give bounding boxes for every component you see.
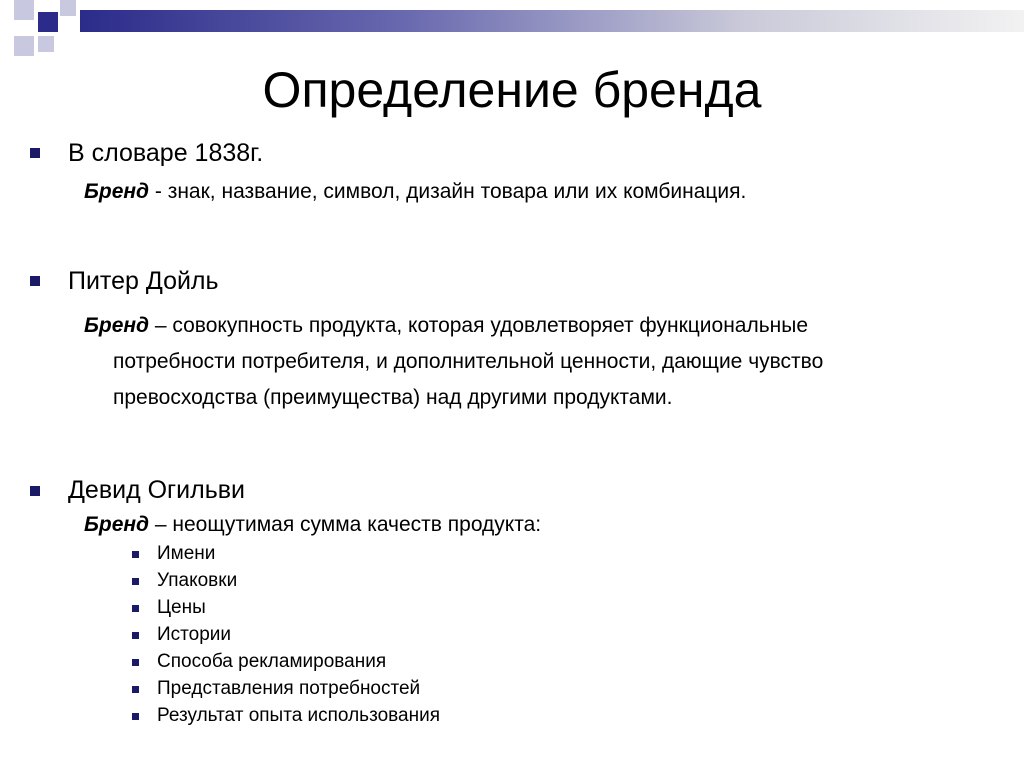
definition-term: Бренд: [84, 314, 150, 337]
sub-bullet: [132, 713, 139, 720]
bullet-square: [30, 486, 40, 496]
definition-line: потребности потребителя, и дополнительной ценности, дающие чувство: [113, 350, 824, 373]
deco-square: [14, 36, 34, 56]
definition-text: – неощутимая сумма качеств продукта:: [149, 513, 542, 536]
sub-bullet: [132, 551, 139, 558]
section-heading: Питер Дойль: [68, 267, 219, 295]
definition-text: – совокупность продукта, которая удовлетворяет функциональные: [149, 314, 809, 337]
list-item: Имени: [157, 543, 216, 564]
list-item: Истории: [157, 624, 232, 645]
list-item: Цены: [157, 597, 206, 618]
deco-square: [14, 0, 34, 20]
deco-square: [38, 12, 58, 32]
page-title: Определение бренда: [262, 62, 762, 118]
sub-bullet: [132, 686, 139, 693]
definition-term: Бренд: [84, 180, 150, 203]
sub-bullet: [132, 632, 139, 639]
gradient-bar: [80, 10, 1024, 32]
sub-bullet: [132, 605, 139, 612]
bullet-square: [30, 276, 40, 286]
bullet-square: [30, 148, 40, 158]
definition-text: - знак, название, символ, дизайн товара или их комбинация.: [149, 180, 747, 203]
list-item: Результат опыта использования: [157, 705, 440, 726]
sub-bullet: [132, 659, 139, 666]
sub-bullet: [132, 578, 139, 585]
deco-square: [60, 0, 76, 16]
definition-line: превосходства (преимущества) над другими продуктами.: [113, 386, 673, 409]
deco-square: [38, 36, 54, 52]
list-item: Упаковки: [157, 570, 238, 591]
section-heading: В словаре 1838г.: [68, 139, 264, 167]
list-item: Способа рекламирования: [157, 651, 387, 672]
section-heading: Девид Огильви: [68, 476, 246, 504]
definition-line: [84, 507, 541, 543]
definition-line: [84, 308, 808, 344]
list-item: Представления потребностей: [157, 678, 421, 699]
header-decoration: [0, 0, 1024, 60]
definition-line: [84, 174, 746, 210]
definition-term: Бренд: [84, 513, 150, 536]
